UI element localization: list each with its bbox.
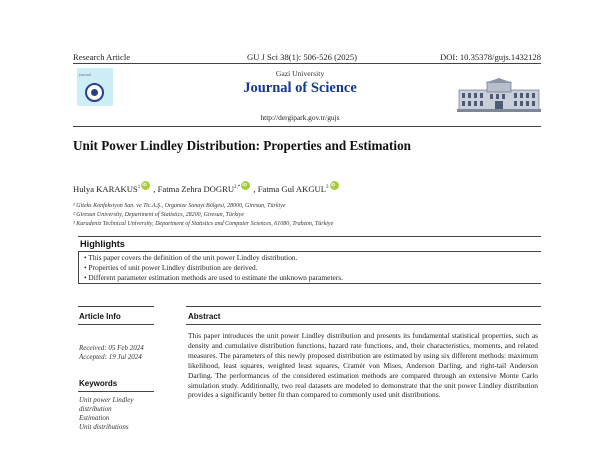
abstract-heading: Abstract [188,312,221,321]
keyword-line: Unit distributions [79,423,129,431]
author-name: , Fatma Gul AKGUL [253,184,327,194]
highlight-item: • This paper covers the definition of the unit power Lindley distribution. [84,253,298,262]
author-affiliation-marker: 1 [137,185,141,191]
orcid-icon[interactable] [141,181,150,190]
university-name: Gazi University [275,69,325,78]
article-type: Research Article [73,52,131,62]
accepted-date: Accepted: 19 Jul 2024 [79,353,142,361]
highlights-left-border [78,251,79,283]
abstract-bottom-rule [186,324,541,325]
affiliation: ³ Karadeniz Technical University, Department of Statistics and Computer Sciences, 61080, Trabzon, Türkiye [73,221,334,227]
author-name: Hulya KARAKUS [73,184,138,194]
article-info-top-rule [78,306,154,307]
author-name: , Fatma Zehra DOGRU [153,184,235,194]
keywords-rule [78,391,154,392]
journal-url[interactable]: http://dergipark.gov.tr/gujs [260,113,340,122]
author-affiliation-marker: 2,* [234,185,241,191]
paper-title: Unit Power Lindley Distribution: Properties and Estimation [73,138,412,153]
header-rule [73,63,541,64]
affiliation: ² Giresun University, Department of Statistics, 28200, Giresun, Türkiye [73,212,245,218]
abstract-text: This paper introduces the unit power Lindley distribution and presents its fundamental statistical properties, such as density and cumulative distribution functions, hazard rate functions, and, their characteristics, moments, and related measures. The parameters of this newly proposed distribution are estimated by using six different methods: maximum likelihood, least squares, weighted least squares, Cramér von Mises, Anderson Darling, and right-tail Anderson Darling. The performances of the considered estimation methods are compared through an extensive Monte Carlo simulation study. Additionally, two real datasets are modeled to demonstrate that the unit power Lindley distribution provides a significantly better fit than compared to commonly used unit distributions. [188,331,538,400]
orcid-icon[interactable] [241,181,250,190]
keywords-heading: Keywords [79,379,118,388]
abstract-top-rule [186,306,541,307]
title-top-rule [73,126,541,127]
highlights-top-rule [78,236,541,237]
affiliation: ¹ Giteks Konfeksiyon San. ve Tic.A.Ş., Organize Sanayi Bölgesi, 28000, Giresun, Türkiye [73,203,286,209]
journal-citation: GU J Sci 38(1): 506-526 (2025) [247,52,358,62]
doi[interactable]: DOI: 10.35378/gujs.1432128 [440,52,541,62]
received-date: Received: 05 Feb 2024 [79,344,144,352]
author-affiliation-marker: 3 [326,185,329,191]
highlights-divider [78,251,541,252]
article-info-heading: Article Info [79,312,121,321]
highlights-heading: Highlights [80,239,125,249]
highlight-item: • Properties of unit power Lindley distribution are derived. [84,263,258,272]
keyword-line: Estimation [79,414,110,422]
university-building-icon [457,78,541,112]
highlight-item: • Different parameter estimation methods are used to estimate the unknown parameters. [84,273,343,282]
keyword-line: distribution [79,405,112,413]
journal-name: Journal of Science [243,80,357,96]
keyword-line: Unit power Lindley [79,396,134,404]
article-info-bottom-rule [78,324,154,325]
journal-logo-caption: journal [79,72,91,77]
highlights-bottom-rule [78,283,541,284]
author-list [73,181,340,194]
orcid-icon[interactable] [330,181,339,190]
